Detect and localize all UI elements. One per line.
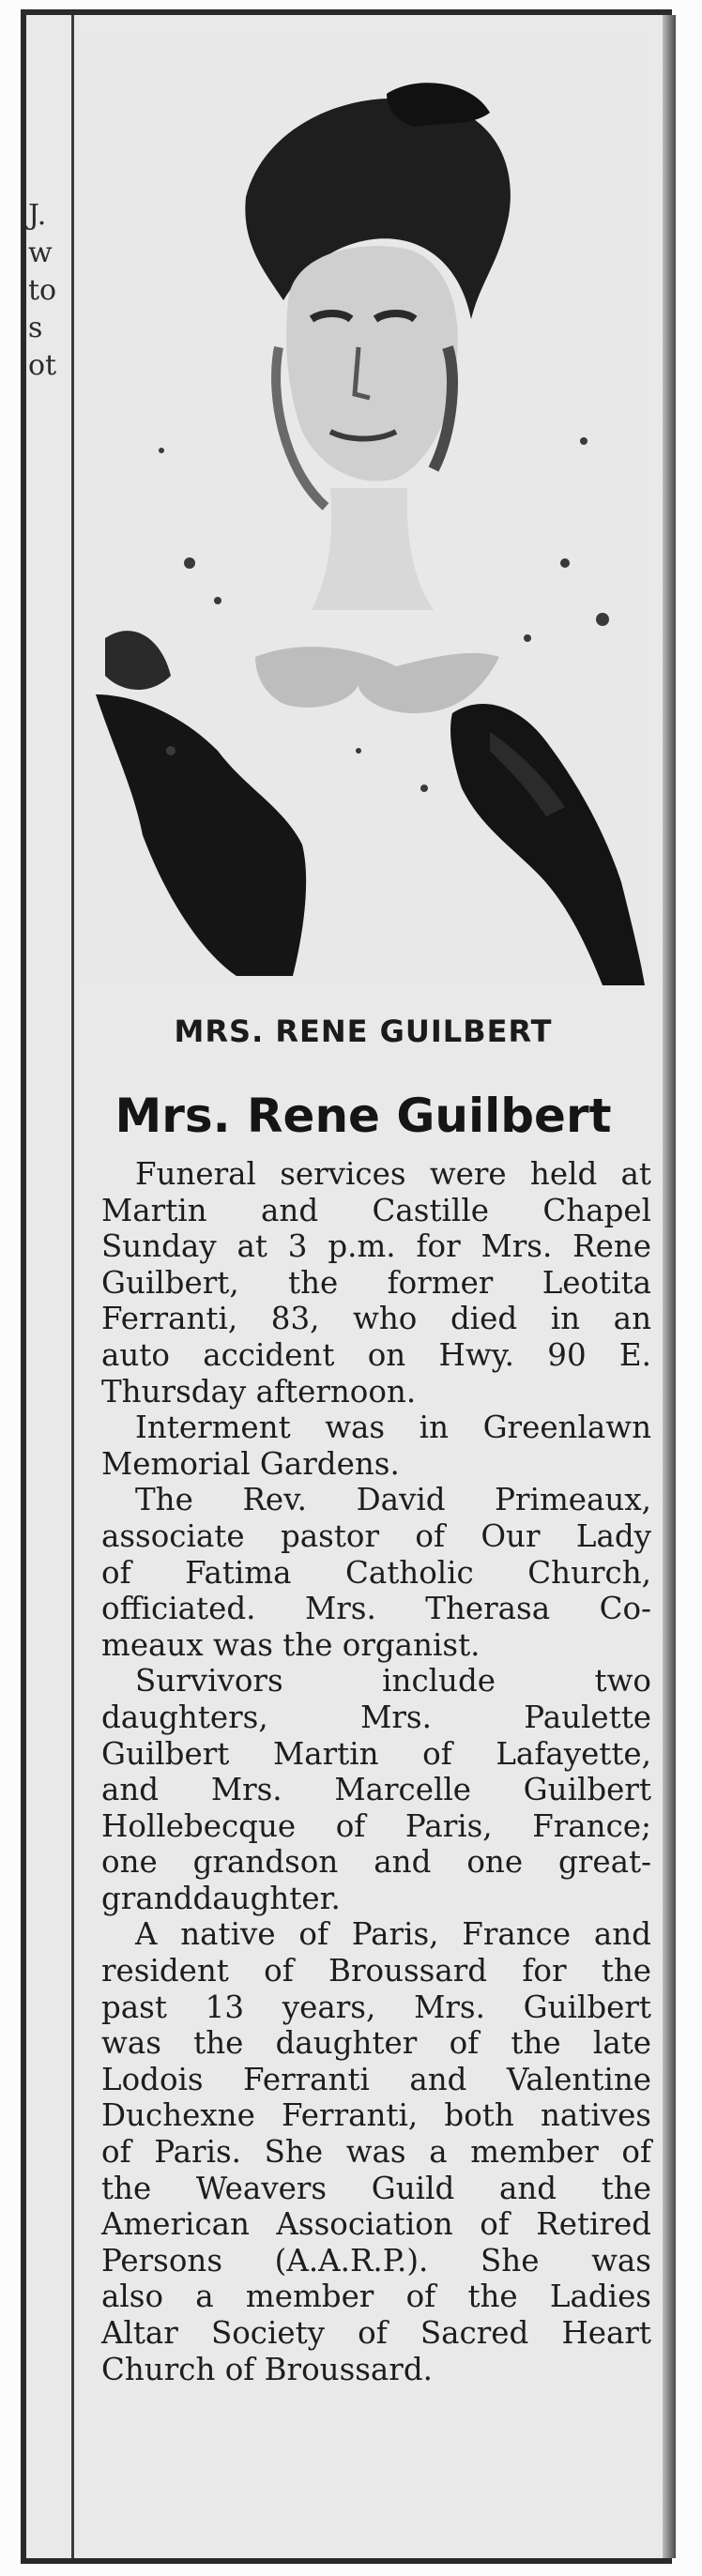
text-line: Thursday afternoon. — [101, 1373, 417, 1410]
portrait-photo — [77, 38, 649, 985]
text-line: Guilbert Martin of Lafayette, — [101, 1735, 651, 1772]
text-line: one grandson and one great- — [101, 1844, 651, 1881]
text-line: daughters, Mrs. Paulette — [101, 1699, 651, 1735]
text-line: The Rev. David Primeaux, — [135, 1482, 651, 1518]
text-line: American Association of Retired — [101, 2206, 651, 2243]
text-line: A native of Paris, France and — [135, 1916, 651, 1953]
text-line: Sunday at 3 p.m. for Mrs. Rene — [101, 1228, 651, 1265]
text-line: Church of Broussard. — [101, 2351, 433, 2387]
text-line: Interment was in Greenlawn — [135, 1410, 651, 1446]
text-line: Funeral services were held at — [135, 1156, 651, 1192]
edge-fragment: s — [28, 312, 43, 344]
text-line: and Mrs. Marcelle Guilbert — [101, 1772, 651, 1808]
text-line: Lodois Ferranti and Valentine — [101, 2061, 651, 2097]
text-line: Martin and Castille Chapel — [101, 1192, 651, 1228]
text-line: resident of Broussard for the — [101, 1953, 651, 1989]
text-line: of Paris. She was a member of — [101, 2134, 651, 2171]
text-line: granddaughter. — [101, 1880, 341, 1916]
text-line: of Fatima Catholic Church, — [101, 1554, 651, 1591]
edge-fragment: ot — [28, 349, 57, 382]
text-line: Hollebecque of Paris, France; — [101, 1807, 651, 1844]
text-line: officiated. Mrs. Therasa Co- — [101, 1591, 651, 1627]
edge-fragment: w — [28, 236, 53, 269]
edge-fragment: J. — [28, 199, 47, 232]
text-line: Guilbert, the former Leotita — [101, 1264, 651, 1301]
text-line: Survivors include two — [135, 1663, 651, 1700]
text-line: past 13 years, Mrs. Guilbert — [101, 1989, 651, 2025]
paragraph-services — [101, 1156, 651, 1410]
edge-fragment: to — [28, 274, 57, 307]
obituary-body — [101, 1156, 651, 2387]
text-line: Memorial Gardens. — [101, 1445, 400, 1482]
paragraph-officiant — [101, 1482, 651, 1663]
adjacent-column-fragments — [28, 197, 69, 385]
text-line: also a member of the Ladies — [101, 2279, 651, 2315]
text-line: meaux was the organist. — [101, 1626, 481, 1663]
obituary-headline: Mrs. Rene Guilbert — [114, 1089, 612, 1143]
text-line: Altar Society of Sacred Heart — [101, 2315, 651, 2351]
column-rule — [71, 15, 74, 2558]
text-line: was the daughter of the late — [101, 2025, 651, 2062]
text-line: Persons (A.A.R.P.). She was — [101, 2242, 651, 2279]
scan-edge-shadow — [663, 15, 676, 2558]
photo-caption: MRS. RENE GUILBERT — [174, 1014, 553, 1049]
halftone-portrait — [77, 38, 649, 985]
paragraph-survivors — [101, 1663, 651, 1916]
text-line: the Weavers Guild and the — [101, 2170, 651, 2206]
text-line: Ferranti, 83, who died in an — [101, 1301, 651, 1337]
text-line: auto accident on Hwy. 90 E. — [101, 1336, 651, 1373]
paragraph-interment — [101, 1410, 651, 1482]
paragraph-biography — [101, 1916, 651, 2387]
text-line: Duchexne Ferranti, both natives — [101, 2097, 651, 2134]
text-line: associate pastor of Our Lady — [101, 1517, 651, 1554]
